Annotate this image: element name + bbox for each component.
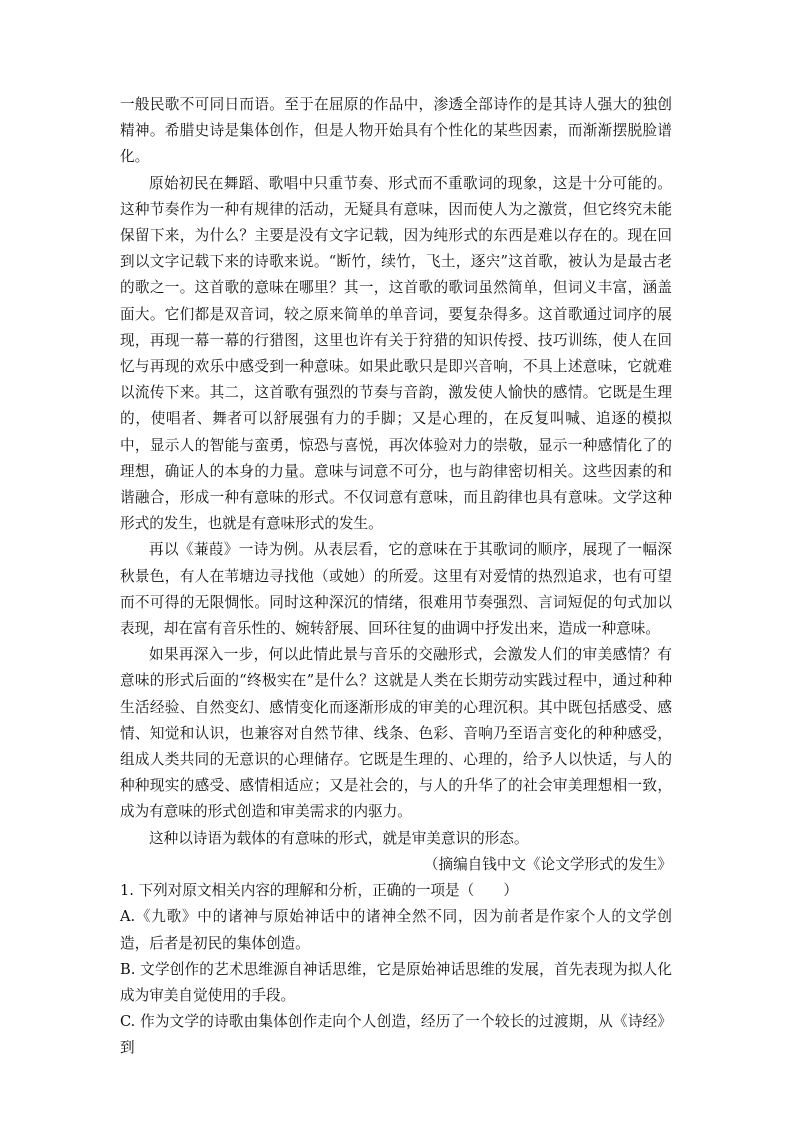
question-1-option-b: B. 文学创作的艺术思维源自神话思维，它是原始神话思维的发展，首先表现为拟人化成为审美自觉使用的手段。 <box>120 960 672 1004</box>
article-paragraph-jianjia: 再以《蒹葭》一诗为例。从表层看，它的意味在于其歌词的顺序，展现了一幅深秋景色，有人在苇塘边寻找他（或她）的所爱。这里有对爱情的热烈追求，也有可望而不可得的无限惆怅。同时这种深沉的情绪，很难用节奏强烈、言词短促的句式加以表现，却在富有音乐性的、婉转舒展、回环往复的曲调中抒发出来，造成一种意味。 <box>120 541 672 638</box>
question-1-stem: 1. 下列对原文相关内容的理解和分析，正确的一项是（ ） <box>120 882 519 900</box>
article-paragraph-conclusion: 这种以诗语为载体的有意味的形式，就是审美意识的形态。 <box>149 829 529 847</box>
question-1-option-a: A.《九歌》中的诸神与原始神话中的诸神全然不同，因为前者是作家个人的文学创造，后者是初民的集体创造。 <box>120 908 672 952</box>
question-1-option-c: C. 作为文学的诗歌由集体创作走向个人创造，经历了一个较长的过渡期，从《诗经》到 <box>120 1013 672 1057</box>
article-paragraph-continued: 一般民歌不可同日而语。至于在屈原的作品中，渗透全部诗作的是其诗人强大的独创精神。希腊史诗是集体创作，但是人物开始具有个性化的某些因素，而渐渐摆脱脸谱化。 <box>120 96 672 166</box>
article-source-citation: （摘编自钱中文《论文学形式的发生》 <box>423 855 672 873</box>
article-paragraph-ultimate-reality: 如果再深入一步，何以此情此景与音乐的交融形式，会激发人们的审美感情？有意味的形式后面的“终极实在”是什么？这就是人类在长期劳动实践过程中，通过种种生活经验、自然变幻、感情变化而逐渐形成的审美的心理沉积。其中既包括感受、感情、知觉和认识，也兼容对自然节律、线条、色彩、音响乃至语言变化的种种感受，组成人类共同的无意识的心理储存。它既是生理的、心理的，给予人以快适，与人的种种现实的感受、感情相适应；又是社会的，与人的升华了的社会审美理想相一致，成为有意味的形式创造和审美需求的内驱力。 <box>120 646 672 821</box>
article-paragraph-rhythm: 原始初民在舞蹈、歌唱中只重节奏、形式而不重歌词的现象，这是十分可能的。这种节奏作为一种有规律的活动，无疑具有意味，因而使人为之激赏，但它终究未能保留下来，为什么？主要是没有文字记载，因为纯形式的东西是难以存在的。现在回到以文字记载下来的诗歌来说。“断竹，续竹，飞土，逐宍”这首歌，被认为是最古老的歌之一。这首歌的意味在哪里？其一，这首歌的歌词虽然简单，但词义丰富，涵盖面大。它们都是双音词，较之原来简单的单音词，要复杂得多。这首歌通过词序的展现，再现一幕一幕的行猎图，这里也许有关于狩猎的知识传授、技巧训练，使人在回忆与再现的欢乐中感受到一种意味。如果此歌只是即兴音响，不具上述意味，它就难以流传下来。其二，这首歌有强烈的节奏与音韵，激发使人愉快的感情。它既是生理的，使唱者、舞者可以舒展强有力的手脚；又是心理的，在反复叫喊、追逐的模拟中，显示人的智能与蛮勇，惊恐与喜悦，再次体验对力的崇敬，显示一种感情化了的理想，确证人的本身的力量。意味与词意不可分，也与韵律密切相关。这些因素的和谐融合，形成一种有意味的形式。不仅词意有意味，而且韵律也具有意味。文学这种形式的发生，也就是有意味形式的发生。 <box>120 174 672 533</box>
document-body <box>120 92 672 1062</box>
